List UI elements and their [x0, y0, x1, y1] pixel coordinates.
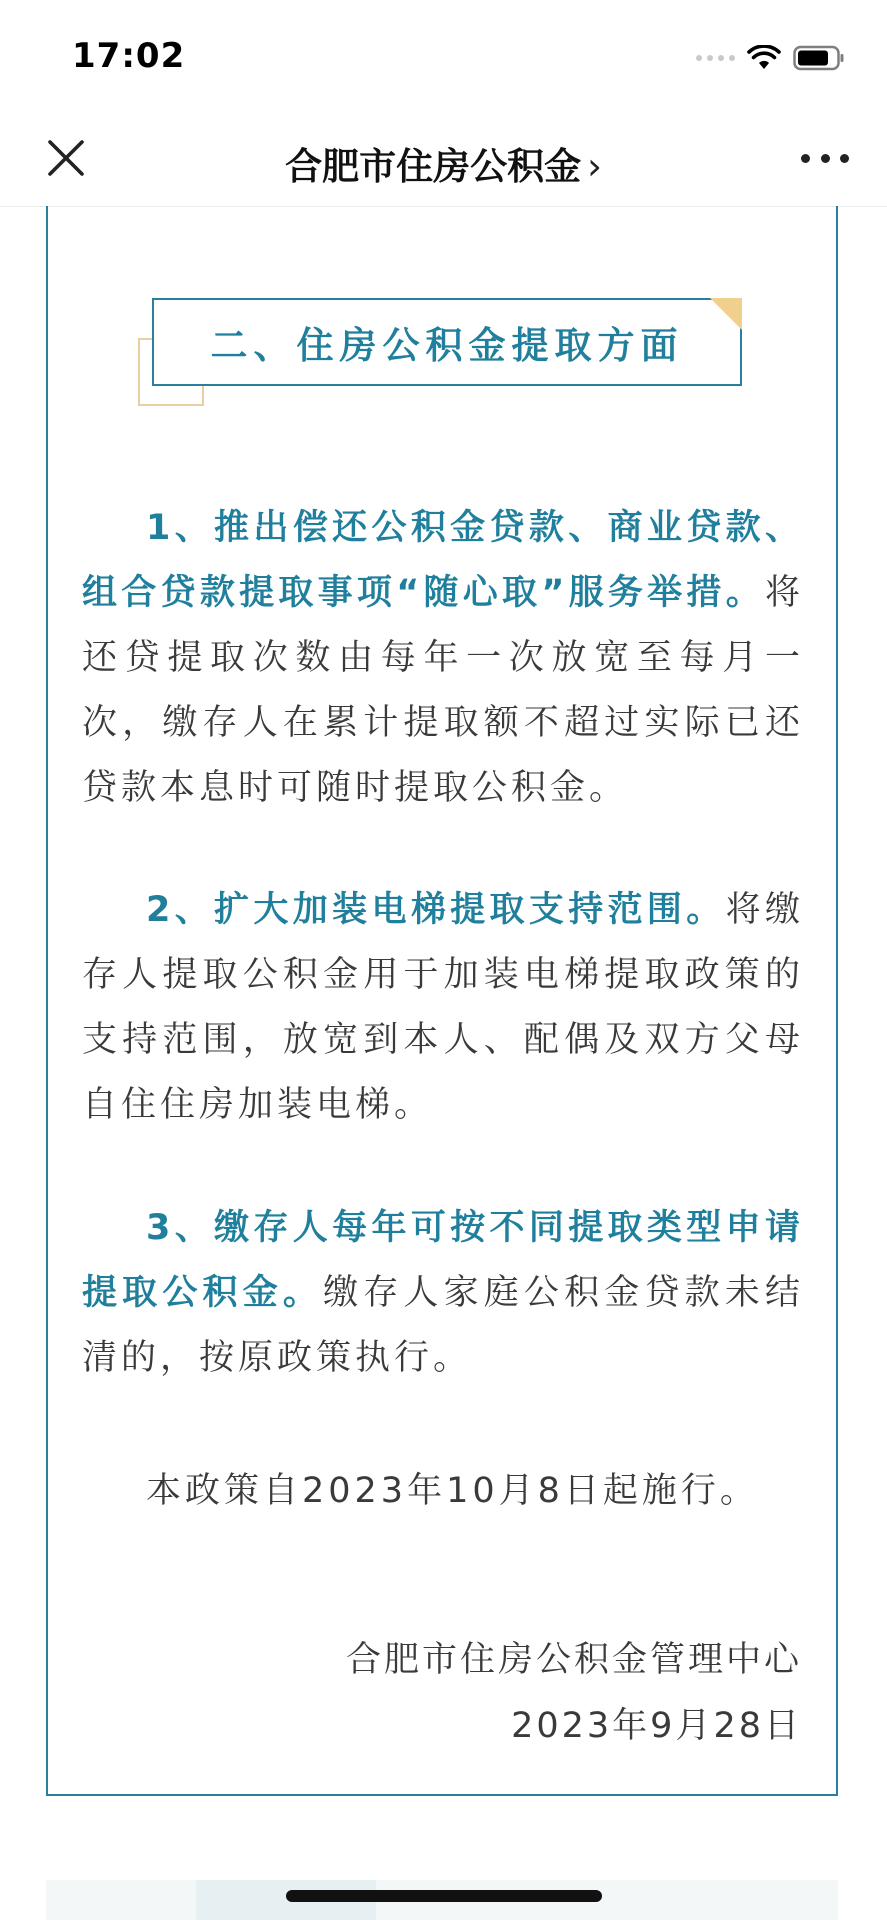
account-title: 合肥市住房公积金: [285, 145, 582, 188]
battery-icon: [793, 45, 845, 71]
policy-item-1-body: 将还贷提取次数由每年一次放宽至每月一次，缴存人在累计提取额不超过实际已还贷款本息时可随时提取公积金。: [82, 573, 804, 808]
effective-date-text: 本政策自2023年10月8日起施行。: [146, 1471, 759, 1511]
section-heading: [138, 298, 742, 410]
heading-corner-decoration: [710, 298, 742, 330]
policy-item-2-body: 将缴存人提取公积金用于加装电梯提取政策的支持范围，放宽到本人、配偶及双方父母自住住房加装电梯。: [82, 890, 804, 1125]
policy-item-1: [82, 496, 804, 821]
nav-bar: [0, 110, 887, 207]
signature-date: 2023年9月28日: [511, 1706, 802, 1746]
more-icon[interactable]: [801, 154, 849, 166]
section-heading-text: 二、住房公积金提取方面: [210, 324, 684, 367]
status-icons: [696, 40, 845, 76]
policy-item-3: [82, 1196, 804, 1391]
heading-box: [152, 298, 742, 386]
policy-item-3-body: 缴存人家庭公积金贷款未结清的，按原政策执行。: [82, 1273, 804, 1378]
policy-item-3-highlight: 3、缴存人每年可按不同提取类型申请提取公积金。: [82, 1208, 804, 1313]
policy-item-2-highlight: 2、扩大加装电梯提取支持范围。: [146, 890, 726, 930]
account-title-link[interactable]: [0, 136, 887, 190]
policy-item-2: [82, 878, 804, 1138]
article-frame: [46, 206, 838, 1796]
policy-item-1-highlight: 1、推出偿还公积金贷款、商业贷款、组合贷款提取事项“随心取”服务举措。: [82, 508, 804, 613]
chevron-right-icon: ›: [587, 145, 602, 188]
status-bar: [0, 0, 887, 110]
status-time: 17:02: [72, 36, 186, 76]
signal-dots-icon: [696, 55, 735, 61]
wifi-icon: [747, 45, 781, 71]
home-indicator[interactable]: [286, 1890, 602, 1902]
signature-org: 合肥市住房公积金管理中心: [345, 1640, 802, 1680]
